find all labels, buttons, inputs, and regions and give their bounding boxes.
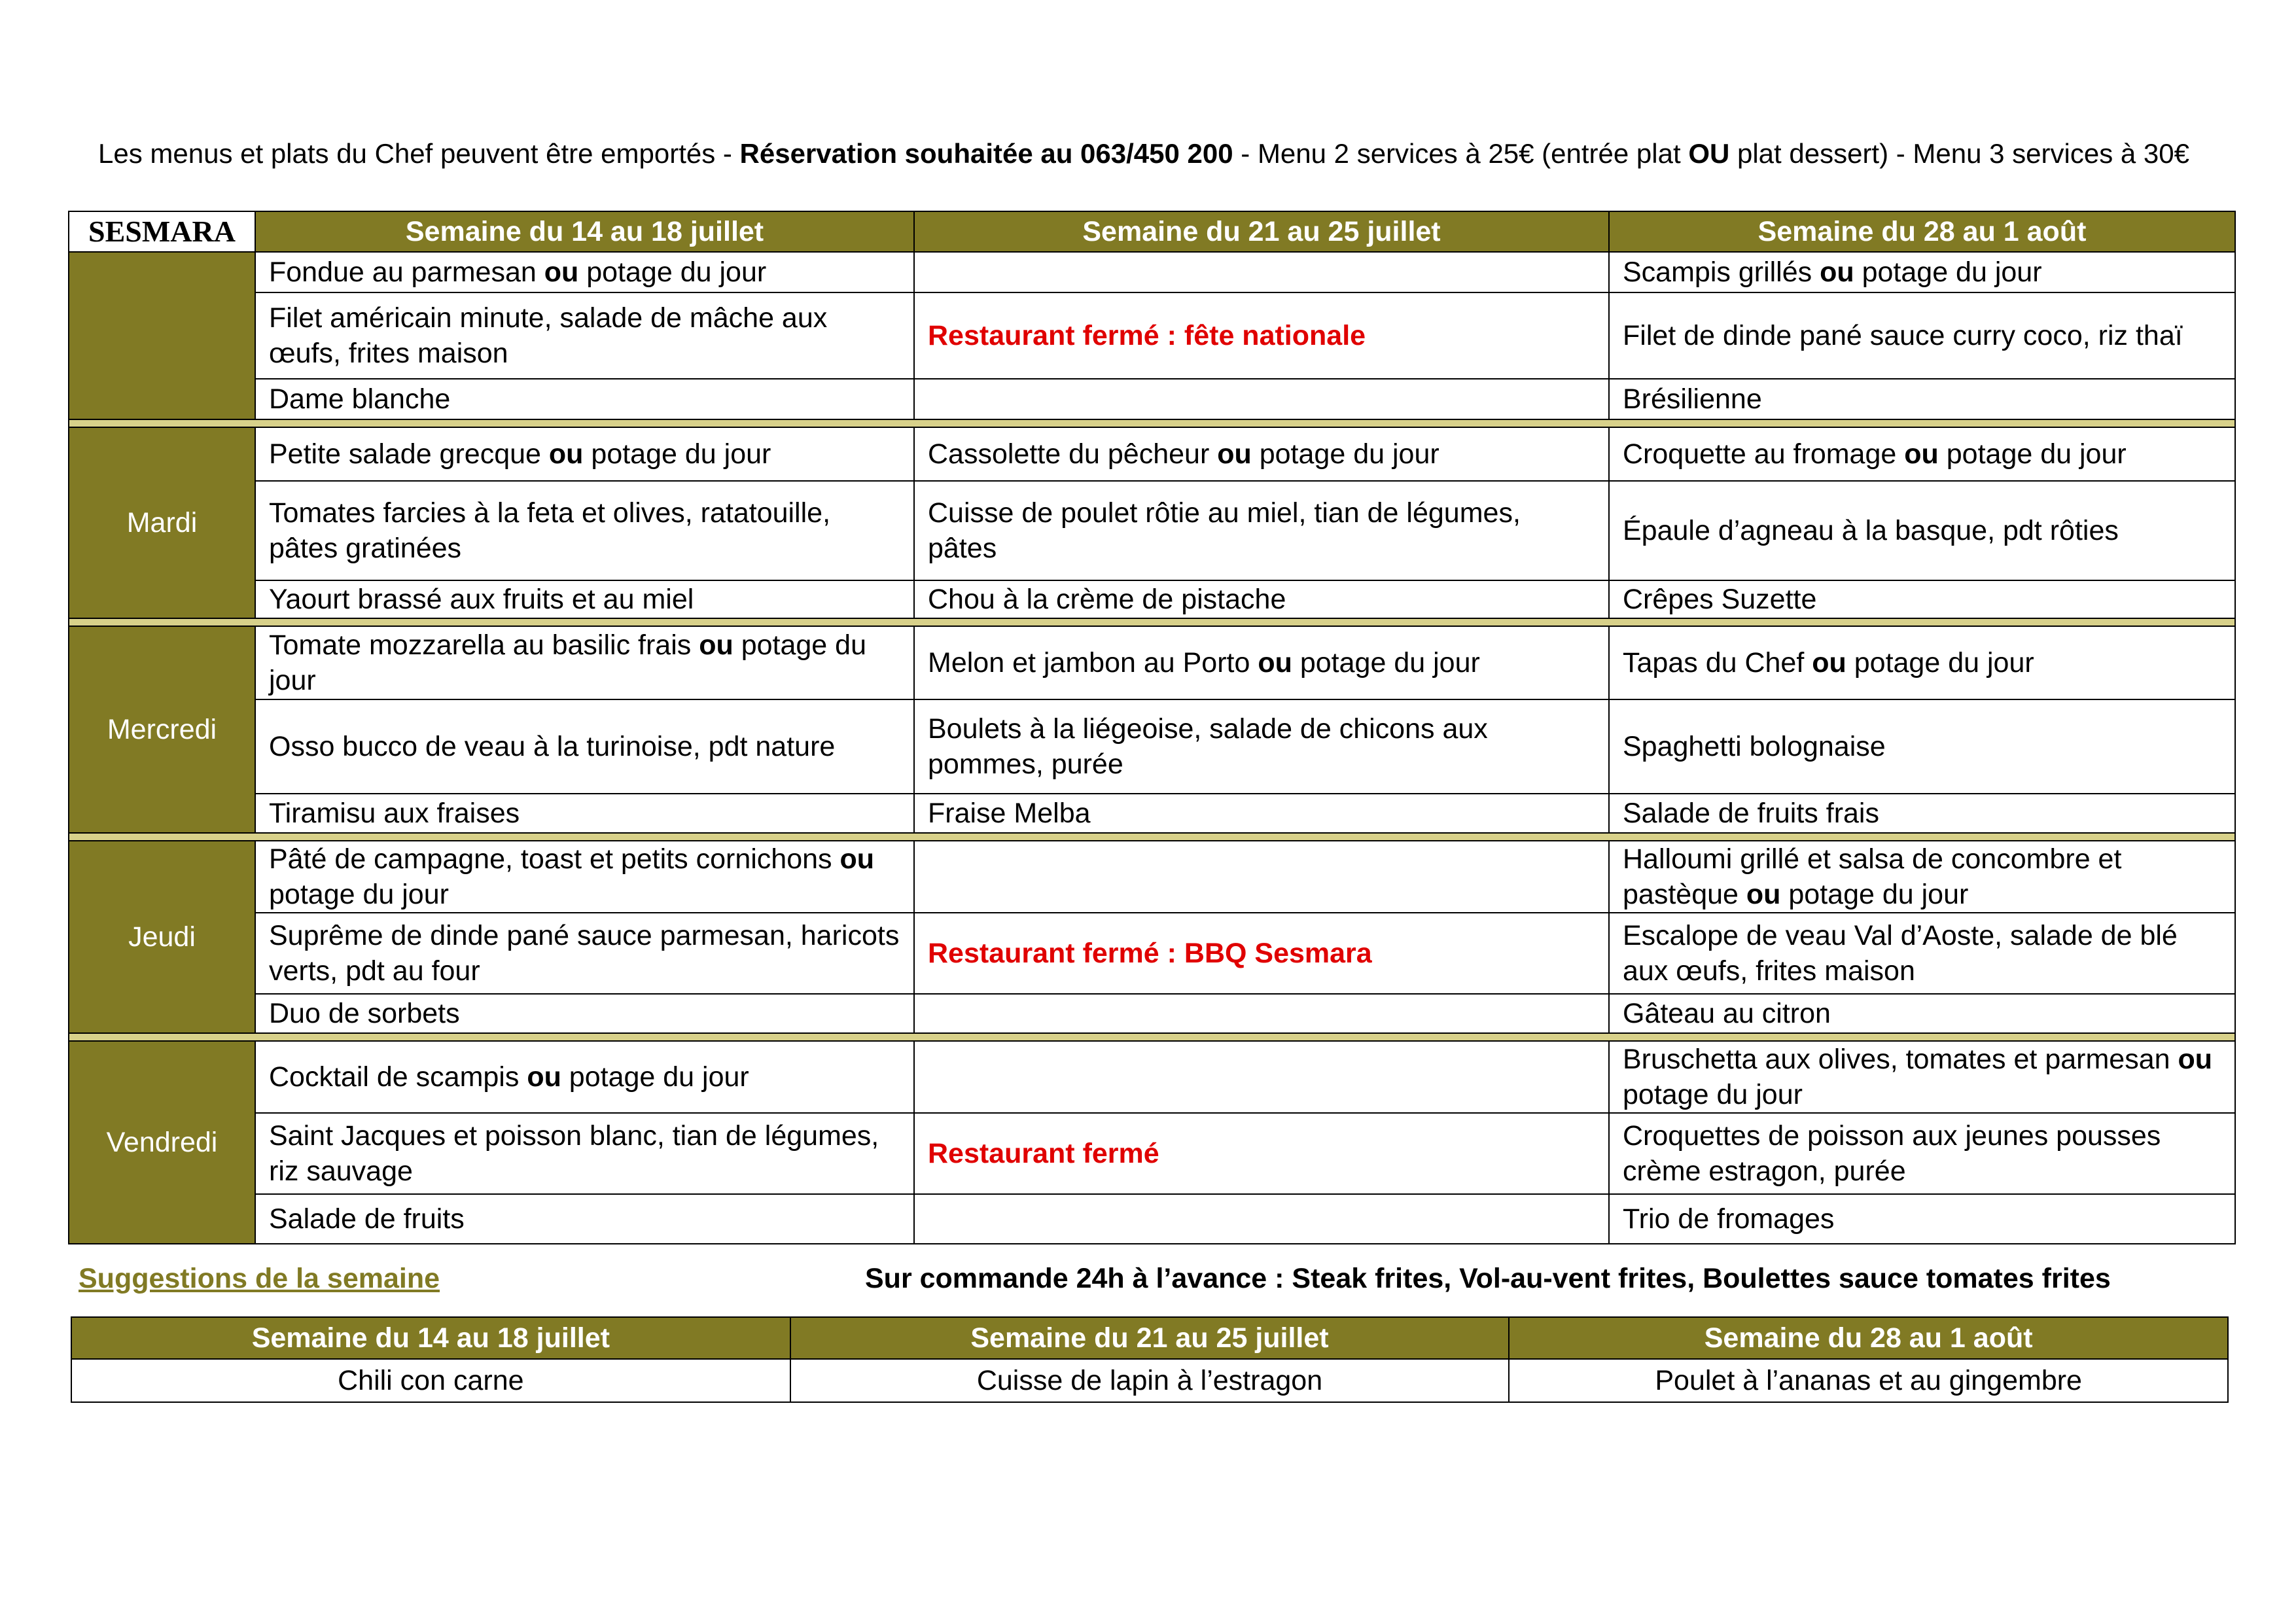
menu-cell: Tomate mozzarella au basilic frais ou potage du jour xyxy=(255,626,914,699)
day-separator xyxy=(69,833,2235,841)
table-row xyxy=(69,1194,2235,1244)
menu-cell: Salade de fruits xyxy=(255,1194,914,1244)
header-reservation: Réservation souhaitée au 063/450 200 xyxy=(739,138,1233,169)
header-part: - Menu 2 services à 25€ (entrée plat xyxy=(1233,138,1689,169)
menu-cell: Melon et jambon au Porto ou potage du jour xyxy=(914,626,1609,699)
menu-cell-empty xyxy=(914,994,1609,1033)
menu-cell: Chou à la crème de pistache xyxy=(914,580,1609,618)
header-part: Les menus et plats du Chef peuvent être emportés - xyxy=(98,138,740,169)
menu-cell: Gâteau au citron xyxy=(1609,994,2235,1033)
menu-cell-empty xyxy=(914,841,1609,913)
day-label xyxy=(69,252,255,419)
menu-cell-empty xyxy=(914,1041,1609,1113)
closed-notice: Restaurant fermé : fête nationale xyxy=(914,292,1609,379)
menu-cell: Dame blanche xyxy=(255,379,914,419)
order-note: Sur commande 24h à l’avance : Steak frites, Vol-au-vent frites, Boulettes sauce tomates frites xyxy=(865,1263,2111,1294)
header-note xyxy=(98,134,2225,173)
day-separator xyxy=(69,419,2235,427)
day-label: Jeudi xyxy=(69,841,255,1033)
closed-notice: Restaurant fermé : BBQ Sesmara xyxy=(914,913,1609,994)
table-row xyxy=(69,626,2235,699)
menu-cell: Filet de dinde pané sauce curry coco, riz thaï xyxy=(1609,292,2235,379)
table-row xyxy=(69,580,2235,618)
menu-cell-empty xyxy=(914,1194,1609,1244)
menu-cell: Fondue au parmesan ou potage du jour xyxy=(255,252,914,292)
menu-cell: Crêpes Suzette xyxy=(1609,580,2235,618)
table-row xyxy=(69,794,2235,833)
menu-cell: Duo de sorbets xyxy=(255,994,914,1033)
table-row xyxy=(69,1113,2235,1194)
suggestion-dish: Poulet à l’ananas et au gingembre xyxy=(1509,1359,2228,1402)
table-header-row xyxy=(69,211,2235,252)
menu-cell-empty xyxy=(914,252,1609,292)
menu-cell: Cuisse de poulet rôtie au miel, tian de légumes, pâtes xyxy=(914,481,1609,580)
menu-cell: Yaourt brassé aux fruits et au miel xyxy=(255,580,914,618)
menu-cell: Saint Jacques et poisson blanc, tian de légumes, riz sauvage xyxy=(255,1113,914,1194)
week-header: Semaine du 21 au 25 juillet xyxy=(790,1317,1510,1359)
menu-cell: Bruschetta aux olives, tomates et parmesan ou potage du jour xyxy=(1609,1041,2235,1113)
closed-notice: Restaurant fermé xyxy=(914,1113,1609,1194)
menu-cell: Halloumi grillé et salsa de concombre et pastèque ou potage du jour xyxy=(1609,841,2235,913)
week-header: Semaine du 28 au 1 août xyxy=(1609,211,2235,252)
table-row xyxy=(69,379,2235,419)
suggestions-title: Suggestions de la semaine xyxy=(79,1263,440,1294)
suggestions-header-row xyxy=(71,1317,2228,1359)
header-or: OU xyxy=(1688,138,1730,169)
menu-cell: Épaule d’agneau à la basque, pdt rôties xyxy=(1609,481,2235,580)
day-separator xyxy=(69,618,2235,626)
suggestion-dish: Chili con carne xyxy=(71,1359,790,1402)
table-row xyxy=(69,841,2235,913)
menu-cell: Croquettes de poisson aux jeunes pousses crème estragon, purée xyxy=(1609,1113,2235,1194)
day-label: Vendredi xyxy=(69,1041,255,1244)
week-header: Semaine du 14 au 18 juillet xyxy=(71,1317,790,1359)
brand-cell: SESMARA xyxy=(69,211,255,252)
menu-cell: Osso bucco de veau à la turinoise, pdt nature xyxy=(255,699,914,794)
day-separator xyxy=(69,1033,2235,1041)
header-part: plat dessert) - Menu 3 services à 30€ xyxy=(1729,138,2189,169)
menu-cell: Petite salade grecque ou potage du jour xyxy=(255,427,914,481)
table-row xyxy=(69,1041,2235,1113)
table-row xyxy=(69,427,2235,481)
menu-cell: Cocktail de scampis ou potage du jour xyxy=(255,1041,914,1113)
table-row xyxy=(69,699,2235,794)
table-row xyxy=(69,292,2235,379)
menu-cell: Brésilienne xyxy=(1609,379,2235,419)
menu-cell: Tiramisu aux fraises xyxy=(255,794,914,833)
menu-cell: Boulets à la liégeoise, salade de chicons aux pommes, purée xyxy=(914,699,1609,794)
menu-cell: Escalope de veau Val d’Aoste, salade de blé aux œufs, frites maison xyxy=(1609,913,2235,994)
menu-cell: Scampis grillés ou potage du jour xyxy=(1609,252,2235,292)
day-label: Mardi xyxy=(69,427,255,618)
table-row xyxy=(69,913,2235,994)
weekly-menu-table xyxy=(68,211,2236,1244)
menu-cell: Trio de fromages xyxy=(1609,1194,2235,1244)
menu-cell: Pâté de campagne, toast et petits cornichons ou potage du jour xyxy=(255,841,914,913)
menu-cell: Croquette au fromage ou potage du jour xyxy=(1609,427,2235,481)
menu-cell: Tomates farcies à la feta et olives, ratatouille, pâtes gratinées xyxy=(255,481,914,580)
week-header: Semaine du 14 au 18 juillet xyxy=(255,211,914,252)
menu-cell-empty xyxy=(914,379,1609,419)
day-label: Mercredi xyxy=(69,626,255,833)
menu-cell: Tapas du Chef ou potage du jour xyxy=(1609,626,2235,699)
menu-cell: Filet américain minute, salade de mâche aux œufs, frites maison xyxy=(255,292,914,379)
suggestion-dish: Cuisse de lapin à l’estragon xyxy=(790,1359,1510,1402)
week-header: Semaine du 21 au 25 juillet xyxy=(914,211,1609,252)
menu-cell: Cassolette du pêcheur ou potage du jour xyxy=(914,427,1609,481)
suggestions-table xyxy=(71,1316,2229,1403)
table-row xyxy=(69,252,2235,292)
suggestions-row xyxy=(71,1359,2228,1402)
menu-cell: Spaghetti bolognaise xyxy=(1609,699,2235,794)
menu-cell: Suprême de dinde pané sauce parmesan, haricots verts, pdt au four xyxy=(255,913,914,994)
menu-cell: Salade de fruits frais xyxy=(1609,794,2235,833)
table-row xyxy=(69,481,2235,580)
week-header: Semaine du 28 au 1 août xyxy=(1509,1317,2228,1359)
table-row xyxy=(69,994,2235,1033)
menu-cell: Fraise Melba xyxy=(914,794,1609,833)
